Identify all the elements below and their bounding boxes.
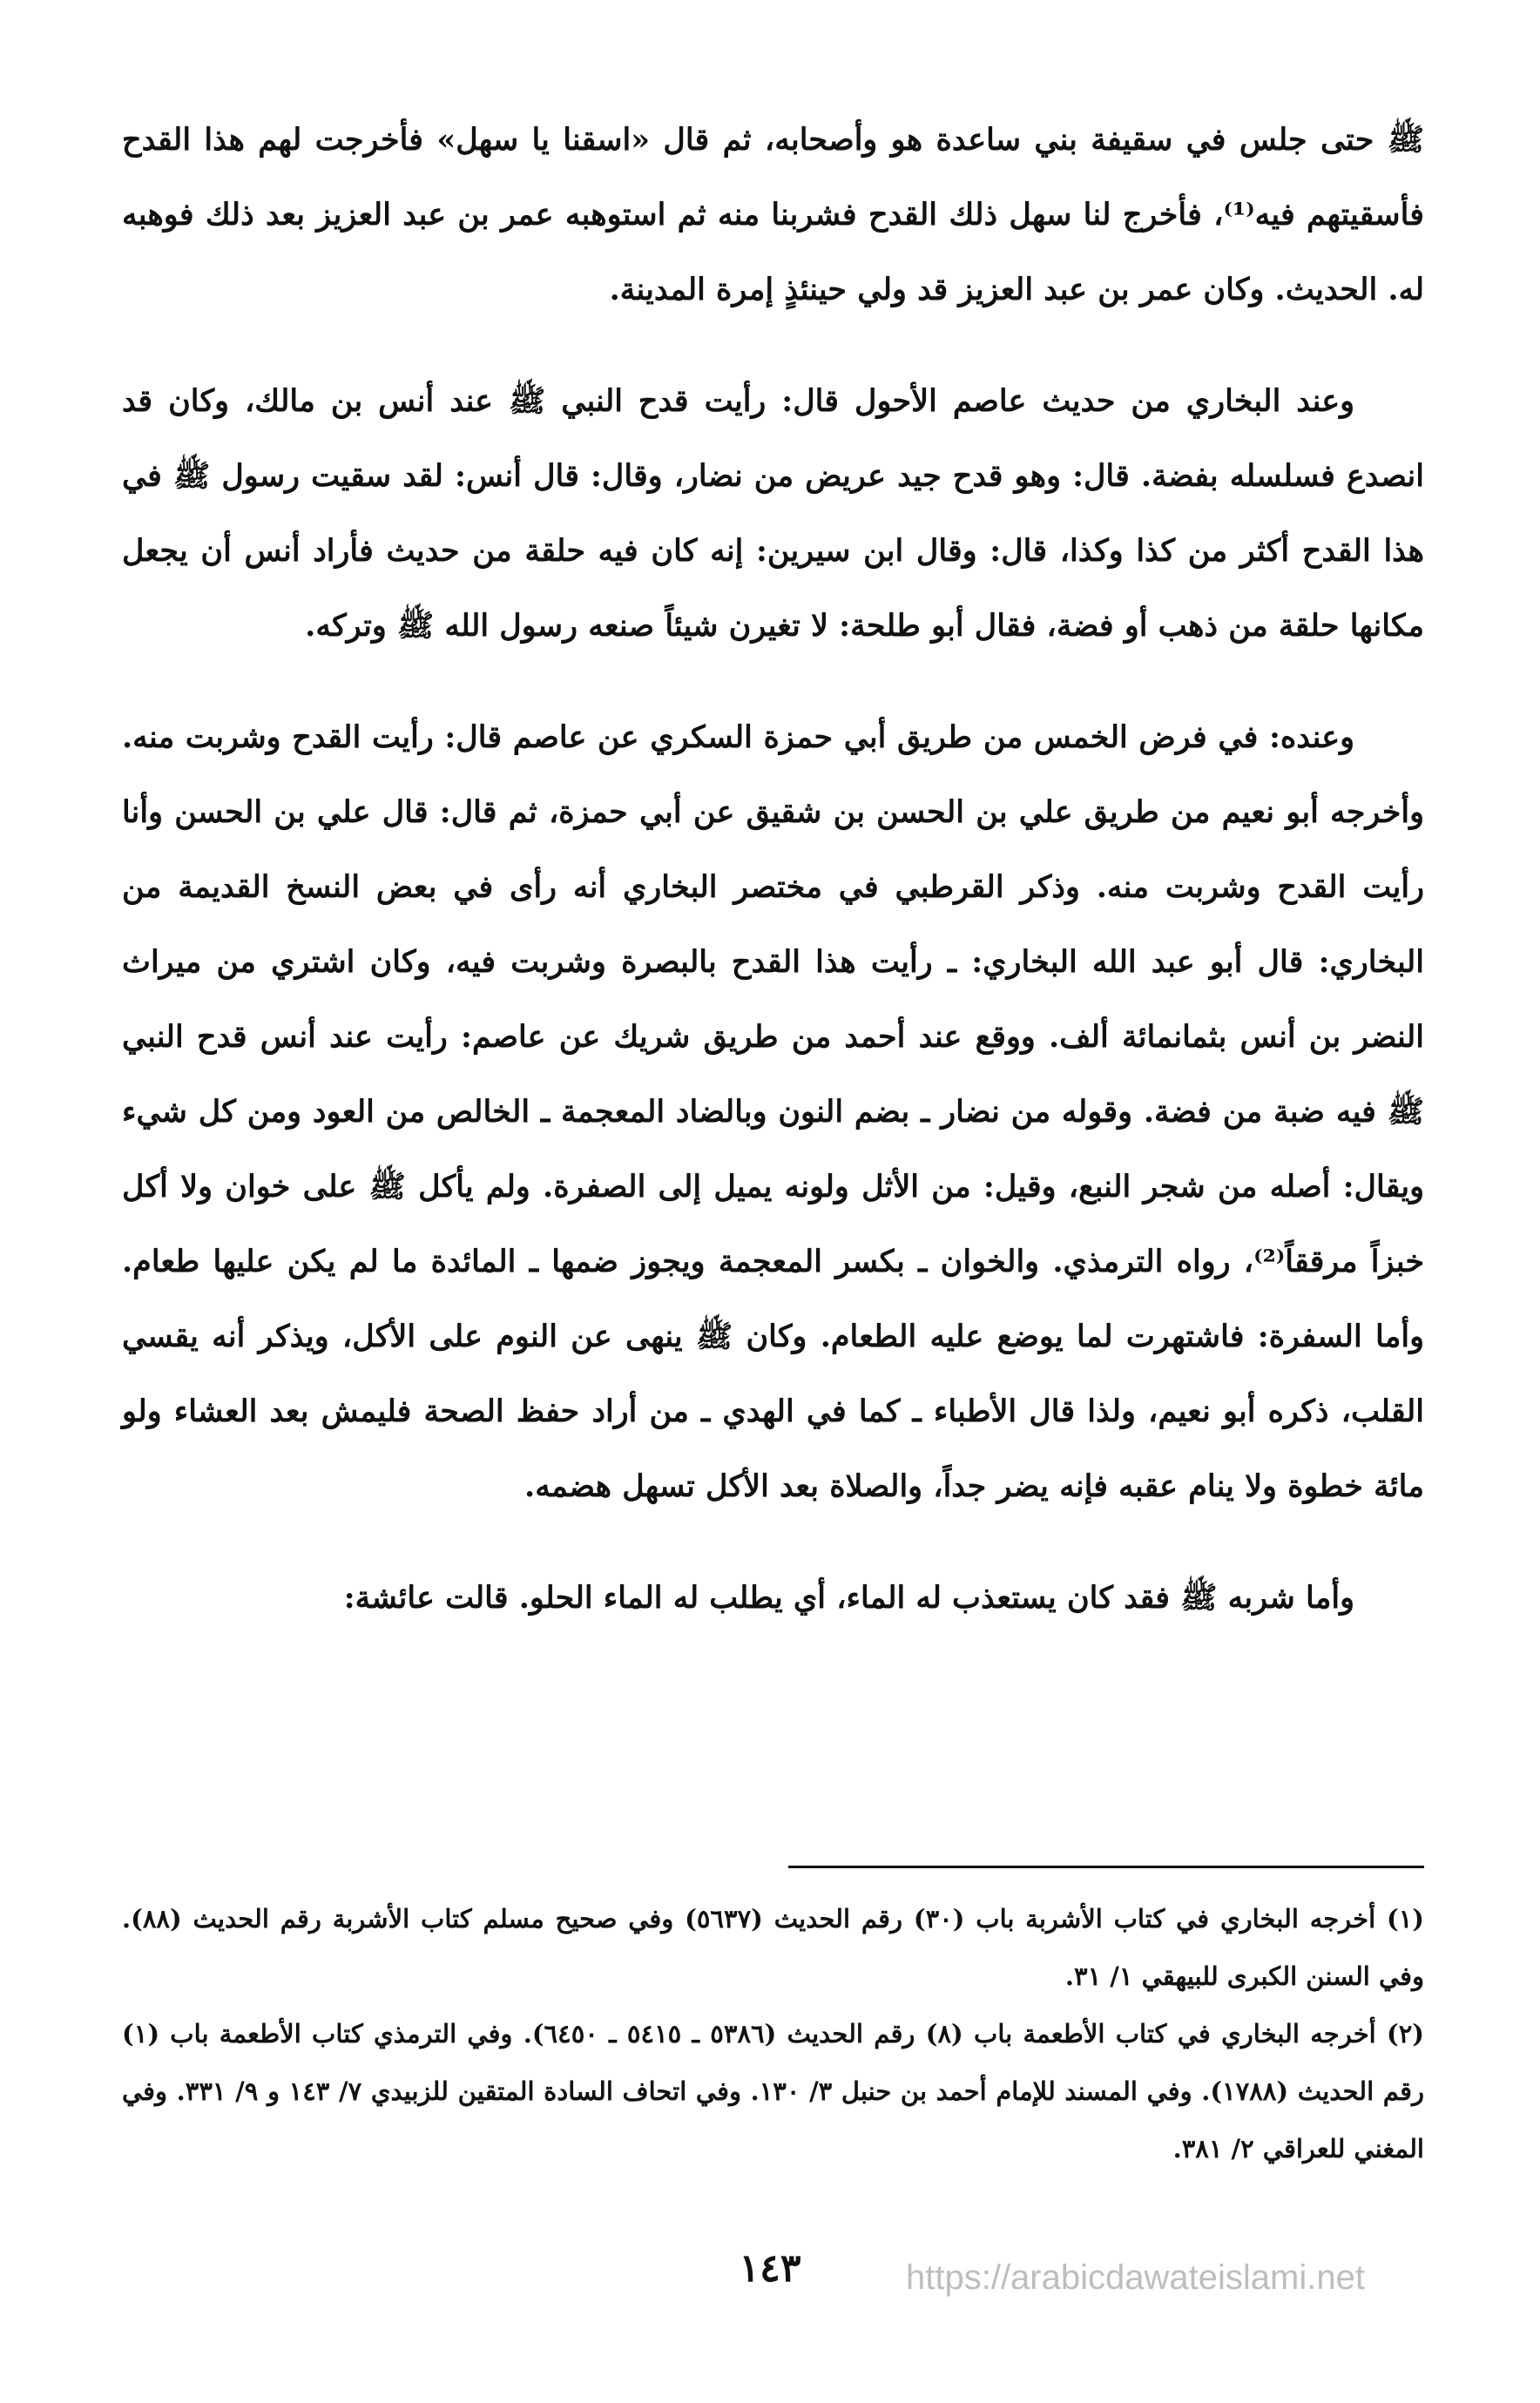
paragraph-2: وعند البخاري من حديث عاصم الأحول قال: رأيت قدح النبي ﷺ عند أنس بن مالك، وكان قد انصدع فسلسله بفضة. قال: وهو قدح جيد عريض من نضار، وقال: قال أنس: لقد سقيت رسول ﷺ في هذا القدح أكثر من كذا وكذا، قال: وقال ابن سيرين: إنه كان فيه حلقة من حديث فأراد أنس أن يجعل مكانها حلقة من ذهب أو فضة، فقال أبو طلحة: لا تغيرن شيئاً صنعه رسول الله ﷺ وتركه.	[122, 383, 1424, 644]
page-body	[122, 103, 1424, 1636]
paragraph-1: ﷺ حتى جلس في سقيفة بني ساعدة هو وأصحابه، ثم قال «اسقنا يا سهل» فأخرجت لهم هذا القدح فأسقيتهم فيه⁽¹⁾، فأخرج لنا سهل ذلك القدح فشربنا منه ثم استوهبه عمر بن عبد العزيز بعد ذلك فوهبه له. الحديث. وكان عمر بن عبد العزيز قد ولي حينئذٍ إمرة المدينة.	[122, 122, 1424, 307]
paragraph-4: وأما شربه ﷺ فقد كان يستعذب له الماء، أي يطلب له الماء الحلو. قالت عائشة:	[343, 1580, 1354, 1616]
page-number: ١٤٣	[739, 2246, 801, 2291]
paragraph-3: وعنده: في فرض الخمس من طريق أبي حمزة السكري عن عاصم قال: رأيت القدح وشربت منه. وأخرجه أبو نعيم من طريق علي بن الحسن بن شقيق عن أبي حمزة، ثم قال: قال علي بن الحسن وأنا رأيت القدح وشربت منه. وذكر القرطبي في مختصر البخاري أنه رأى في بعض النسخ القديمة من البخاري: قال أبو عبد الله البخاري: ـ رأيت هذا القدح بالبصرة وشربت فيه، وكان اشتري من ميراث النضر بن أنس بثمانمائة ألف. ووقع عند أحمد من طريق شريك عن عاصم: رأيت عند أنس قدح النبي ﷺ فيه ضبة من فضة. وقوله من نضار ـ بضم النون وبالضاد المعجمة ـ الخالص من العود ومن كل شيء ويقال: أصله من شجر النبع، وقيل: من الأثل ولونه يميل إلى الصفرة. ولم يأكل ﷺ على خوان ولا أكل خبزاً مرققاً⁽²⁾، رواه الترمذي. والخوان ـ بكسر المعجمة ويجوز ضمها ـ المائدة ما لم يكن عليها طعام. وأما السفرة: فاشتهرت لما يوضع عليه الطعام. وكان ﷺ ينهى عن النوم على الأكل، ويذكر أنه يقسي القلب، ذكره أبو نعيم، ولذا قال الأطباء ـ كما في الهدي ـ من أراد حفظ الصحة فليمش بعد العشاء ولو مائة خطوة ولا ينام عقبه فإنه يضر جداً، والصلاة بعد الأكل تسهل هضمه.	[122, 719, 1424, 1504]
footnote-2: (٢) أخرجه البخاري في كتاب الأطعمة باب (٨) رقم الحديث (٥٣٨٦ ـ ٥٤١٥ ـ ٦٤٥٠). وفي الترمذي كتاب الأطعمة باب (١) رقم الحديث (١٧٨٨). وفي المسند للإمام أحمد بن حنبل ٣/ ١٣٠. وفي اتحاف السادة المتقين للزبيدي ٧/ ١٤٣ و ٩/ ٣٣١. وفي المغني للعراقي ٢/ ٣٨١.	[122, 2019, 1424, 2163]
footnote-1: (١) أخرجه البخاري في كتاب الأشربة باب (٣٠) رقم الحديث (٥٦٣٧) وفي صحيح مسلم كتاب الأشربة رقم الحديث (٨٨). وفي السنن الكبرى للبيهقي ١/ ٣١.	[122, 1904, 1424, 1991]
watermark-url: https://arabicdawateislami.net	[906, 2258, 1365, 2297]
footnote-divider	[788, 1866, 1424, 1868]
footnotes	[122, 1890, 1424, 2177]
